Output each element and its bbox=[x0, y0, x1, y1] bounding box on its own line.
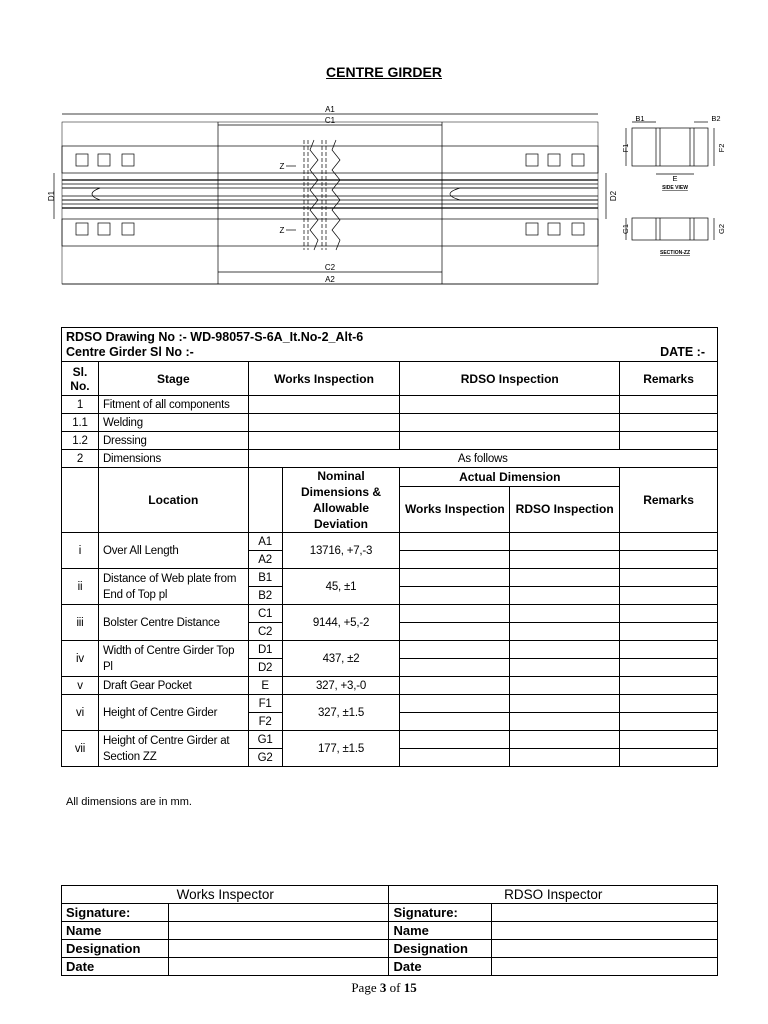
col-remarks: Remarks bbox=[620, 362, 718, 396]
dim-code: E bbox=[248, 677, 282, 695]
dim-location: Bolster Centre Distance bbox=[98, 605, 248, 641]
dim-nominal: 327, ±1.5 bbox=[282, 695, 400, 731]
table-row bbox=[62, 414, 718, 432]
rdso-name-label: Name bbox=[389, 922, 492, 940]
dim-no: iii bbox=[62, 605, 99, 641]
works-cell[interactable] bbox=[400, 533, 510, 551]
dim-no: v bbox=[62, 677, 99, 695]
dim-location: Height of Centre Girder at Section ZZ bbox=[98, 731, 248, 767]
table-row bbox=[62, 641, 718, 659]
remarks-cell[interactable] bbox=[620, 551, 718, 569]
rdso-cell[interactable] bbox=[510, 731, 620, 749]
rdso-date-field[interactable] bbox=[492, 958, 718, 976]
works-inspector-heading: Works Inspector bbox=[62, 886, 389, 904]
dim-label-G1: G1 bbox=[621, 223, 630, 235]
dim-no: vii bbox=[62, 731, 99, 767]
dim-label-G2: G2 bbox=[717, 223, 726, 235]
dim-code: C1 bbox=[248, 605, 282, 623]
table-header bbox=[62, 328, 718, 362]
dim-no: ii bbox=[62, 569, 99, 605]
remarks-cell[interactable] bbox=[620, 749, 718, 767]
dim-nominal: 13716, +7,-3 bbox=[282, 533, 400, 569]
dimension-note: All dimensions are in mm. bbox=[66, 796, 192, 808]
dim-location: Draft Gear Pocket bbox=[98, 677, 248, 695]
section-mark-bottom: Z bbox=[279, 226, 285, 235]
dim-location: Over All Length bbox=[98, 533, 248, 569]
works-date-field[interactable] bbox=[168, 958, 389, 976]
works-cell[interactable] bbox=[248, 432, 400, 450]
works-cell[interactable] bbox=[400, 659, 510, 677]
col-works-inspection: Works Inspection bbox=[248, 362, 400, 396]
blank-cell bbox=[62, 468, 99, 533]
rdso-cell[interactable] bbox=[510, 659, 620, 677]
rdso-cell[interactable] bbox=[510, 623, 620, 641]
dim-code: C2 bbox=[248, 623, 282, 641]
signoff-table bbox=[61, 885, 718, 976]
col-actual-works: Works Inspection bbox=[400, 486, 510, 532]
dim-no: vi bbox=[62, 695, 99, 731]
stage-name: Dressing bbox=[98, 432, 248, 450]
dim-code: F1 bbox=[248, 695, 282, 713]
dim-location: Height of Centre Girder bbox=[98, 695, 248, 731]
dim-nominal: 177, ±1.5 bbox=[282, 731, 400, 767]
inspection-table bbox=[61, 327, 718, 767]
dim-label-D1: D1 bbox=[47, 190, 56, 202]
rdso-cell[interactable] bbox=[510, 551, 620, 569]
dim-code: G2 bbox=[248, 749, 282, 767]
remarks-cell[interactable] bbox=[620, 695, 718, 713]
rdso-cell[interactable] bbox=[510, 605, 620, 623]
rdso-signature-label: Signature: bbox=[389, 904, 492, 922]
dim-nominal: 9144, +5,-2 bbox=[282, 605, 400, 641]
stage-sl: 1.2 bbox=[62, 432, 99, 450]
col-stage: Stage bbox=[98, 362, 248, 396]
date-label: DATE :- bbox=[660, 345, 705, 359]
table-row bbox=[62, 605, 718, 623]
remarks-cell[interactable] bbox=[620, 605, 718, 623]
dim-label-F1: F1 bbox=[621, 143, 630, 153]
stage-name: Fitment of all components bbox=[98, 396, 248, 414]
col-sl: Sl. No. bbox=[62, 362, 99, 396]
table-row bbox=[62, 569, 718, 587]
works-date-label: Date bbox=[62, 958, 169, 976]
drawing-number: RDSO Drawing No :- WD-98057-S-6A_It.No-2_Alt-6 bbox=[66, 330, 364, 344]
works-cell[interactable] bbox=[248, 396, 400, 414]
remarks-cell[interactable] bbox=[620, 731, 718, 749]
works-cell[interactable] bbox=[400, 569, 510, 587]
rdso-cell[interactable] bbox=[510, 677, 620, 695]
remarks-cell[interactable] bbox=[620, 623, 718, 641]
side-view-drawing bbox=[620, 112, 730, 262]
dim-code: A1 bbox=[248, 533, 282, 551]
rdso-cell[interactable] bbox=[400, 396, 620, 414]
col-dim-remarks: Remarks bbox=[620, 468, 718, 533]
dim-nominal: 327, +3,-0 bbox=[282, 677, 400, 695]
works-cell[interactable] bbox=[400, 695, 510, 713]
stage-sl: 1.1 bbox=[62, 414, 99, 432]
girder-serial-label: Centre Girder Sl No :- bbox=[66, 345, 194, 359]
works-signature-field[interactable] bbox=[168, 904, 389, 922]
dim-label-B2: B2 bbox=[711, 114, 721, 123]
centre-girder-drawing bbox=[40, 100, 620, 295]
dim-label-C1: C1 bbox=[324, 116, 336, 125]
dim-label-B1: B1 bbox=[635, 114, 645, 123]
dim-code: B1 bbox=[248, 569, 282, 587]
page-current: 3 bbox=[379, 980, 387, 995]
rdso-cell[interactable] bbox=[400, 414, 620, 432]
rdso-cell[interactable] bbox=[510, 749, 620, 767]
rdso-cell[interactable] bbox=[510, 533, 620, 551]
col-rdso-inspection: RDSO Inspection bbox=[400, 362, 620, 396]
page-of: of bbox=[386, 980, 404, 995]
remarks-cell[interactable] bbox=[620, 533, 718, 551]
blank-cell bbox=[248, 468, 282, 533]
table-row bbox=[62, 695, 718, 713]
page-number bbox=[0, 980, 768, 996]
works-cell[interactable] bbox=[400, 551, 510, 569]
works-cell[interactable] bbox=[400, 641, 510, 659]
works-cell[interactable] bbox=[400, 713, 510, 731]
dim-label-D2: D2 bbox=[609, 190, 618, 202]
remarks-cell[interactable] bbox=[620, 414, 718, 432]
works-cell[interactable] bbox=[400, 605, 510, 623]
table-row bbox=[62, 432, 718, 450]
stage-name: Dimensions bbox=[98, 450, 248, 468]
stage-name: Welding bbox=[98, 414, 248, 432]
rdso-name-field[interactable] bbox=[492, 922, 718, 940]
rdso-inspector-heading: RDSO Inspector bbox=[389, 886, 718, 904]
works-cell[interactable] bbox=[400, 623, 510, 641]
table-row bbox=[62, 396, 718, 414]
works-cell[interactable] bbox=[400, 749, 510, 767]
rdso-cell[interactable] bbox=[510, 695, 620, 713]
dim-label-C2: C2 bbox=[324, 263, 336, 272]
remarks-cell[interactable] bbox=[620, 713, 718, 731]
dim-no: iv bbox=[62, 641, 99, 677]
table-row bbox=[62, 533, 718, 551]
section-mark-top: Z bbox=[279, 162, 285, 171]
rdso-date-label: Date bbox=[389, 958, 492, 976]
side-view-label: SIDE VIEW bbox=[662, 185, 688, 191]
remarks-cell[interactable] bbox=[620, 641, 718, 659]
table-row bbox=[62, 731, 718, 749]
stage-sl: 2 bbox=[62, 450, 99, 468]
dim-nominal: 45, ±1 bbox=[282, 569, 400, 605]
dim-label-A2: A2 bbox=[325, 275, 335, 284]
works-signature-label: Signature: bbox=[62, 904, 169, 922]
col-actual-rdso: RDSO Inspection bbox=[510, 486, 620, 532]
rdso-cell[interactable] bbox=[510, 641, 620, 659]
page-total: 15 bbox=[403, 980, 417, 995]
dim-label-F2: F2 bbox=[717, 143, 726, 153]
remarks-cell[interactable] bbox=[620, 396, 718, 414]
rdso-cell[interactable] bbox=[400, 432, 620, 450]
col-nominal: Nominal Dimensions & Allowable Deviation bbox=[282, 468, 400, 533]
table-row bbox=[62, 677, 718, 695]
dim-location: Distance of Web plate from End of Top pl bbox=[98, 569, 248, 605]
rdso-cell[interactable] bbox=[510, 713, 620, 731]
dim-label-E: E bbox=[672, 174, 678, 183]
works-cell[interactable] bbox=[400, 731, 510, 749]
works-designation-field[interactable] bbox=[168, 940, 389, 958]
works-designation-label: Designation bbox=[62, 940, 169, 958]
rdso-cell[interactable] bbox=[510, 587, 620, 605]
remarks-cell[interactable] bbox=[620, 587, 718, 605]
stage-sl: 1 bbox=[62, 396, 99, 414]
works-cell[interactable] bbox=[248, 414, 400, 432]
dim-nominal: 437, ±2 bbox=[282, 641, 400, 677]
dim-code: B2 bbox=[248, 587, 282, 605]
col-actual-dimension: Actual Dimension bbox=[400, 468, 620, 487]
dim-code: F2 bbox=[248, 713, 282, 731]
rdso-designation-field[interactable] bbox=[492, 940, 718, 958]
page-title: CENTRE GIRDER bbox=[326, 64, 442, 80]
rdso-designation-label: Designation bbox=[389, 940, 492, 958]
remarks-cell[interactable] bbox=[620, 677, 718, 695]
dim-code: A2 bbox=[248, 551, 282, 569]
page-prefix: Page bbox=[351, 980, 380, 995]
dim-location: Width of Centre Girder Top Pl bbox=[98, 641, 248, 677]
dim-code: D2 bbox=[248, 659, 282, 677]
works-cell[interactable] bbox=[400, 587, 510, 605]
remarks-cell[interactable] bbox=[620, 569, 718, 587]
rdso-cell[interactable] bbox=[510, 569, 620, 587]
dim-label-A1: A1 bbox=[325, 105, 335, 114]
rdso-signature-field[interactable] bbox=[492, 904, 718, 922]
dim-code: G1 bbox=[248, 731, 282, 749]
col-location: Location bbox=[98, 468, 248, 533]
table-row bbox=[62, 450, 718, 468]
remarks-cell[interactable] bbox=[620, 432, 718, 450]
section-zz-label: SECTION-ZZ bbox=[660, 250, 690, 256]
dim-code: D1 bbox=[248, 641, 282, 659]
dimensions-as-follows: As follows bbox=[248, 450, 717, 468]
remarks-cell[interactable] bbox=[620, 659, 718, 677]
works-name-field[interactable] bbox=[168, 922, 389, 940]
works-cell[interactable] bbox=[400, 677, 510, 695]
dim-no: i bbox=[62, 533, 99, 569]
works-name-label: Name bbox=[62, 922, 169, 940]
